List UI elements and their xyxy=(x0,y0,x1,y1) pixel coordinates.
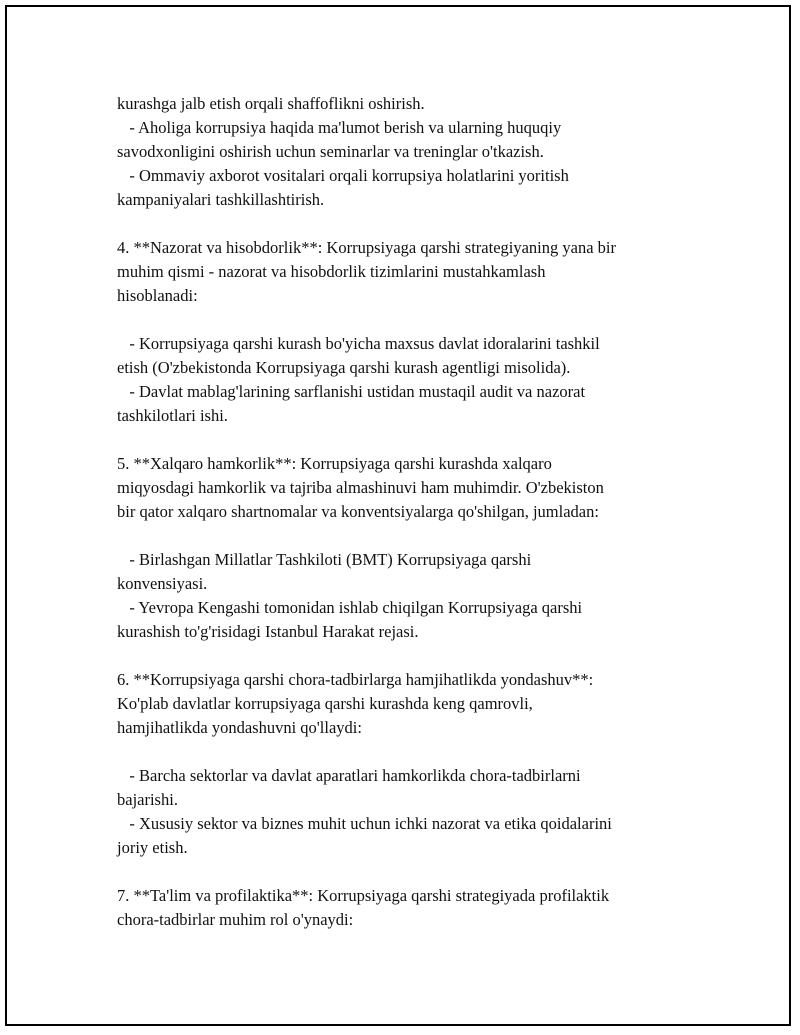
paragraph-gap xyxy=(117,428,687,452)
text-line: - Korrupsiyaga qarshi kurash bo'yicha maxsus davlat idoralarini tashkil xyxy=(117,334,600,353)
text-line: konvensiyasi. xyxy=(117,574,208,593)
document-body xyxy=(117,92,687,932)
paragraph-gap xyxy=(117,860,687,884)
paragraph xyxy=(117,236,687,308)
text-line: - Ommaviy axborot vositalari orqali korrupsiya holatlarini yoritish xyxy=(117,166,569,185)
text-line: - Birlashgan Millatlar Tashkiloti (BMT) Korrupsiyaga qarshi xyxy=(117,550,532,569)
text-line: - Aholiga korrupsiya haqida ma'lumot berish va ularning huquqiy xyxy=(117,118,562,137)
text-line: etish (O'zbekistonda Korrupsiyaga qarshi kurash agentligi misolida). xyxy=(117,358,571,377)
text-line: hisoblanadi: xyxy=(117,286,198,305)
text-line: - Barcha sektorlar va davlat aparatlari hamkorlikda chora-tadbirlarni xyxy=(117,766,581,785)
paragraph xyxy=(117,332,687,428)
text-line: kurashga jalb etish orqali shaffoflikni oshirish. xyxy=(117,94,425,113)
paragraph-gap xyxy=(117,212,687,236)
paragraph xyxy=(117,452,687,524)
text-line: 4. **Nazorat va hisobdorlik**: Korrupsiyaga qarshi strategiyaning yana bir xyxy=(117,238,616,257)
paragraph xyxy=(117,764,687,860)
text-line: joriy etish. xyxy=(117,838,188,857)
text-line: savodxonligini oshirish uchun seminarlar va treninglar o'tkazish. xyxy=(117,142,544,161)
paragraph-gap xyxy=(117,524,687,548)
text-line: - Yevropa Kengashi tomonidan ishlab chiqilgan Korrupsiyaga qarshi xyxy=(117,598,583,617)
paragraph xyxy=(117,548,687,644)
text-line: 6. **Korrupsiyaga qarshi chora-tadbirlarga hamjihatlikda yondashuv**: xyxy=(117,670,594,689)
text-line: kampaniyalari tashkillashtirish. xyxy=(117,190,325,209)
text-line: - Xususiy sektor va biznes muhit uchun ichki nazorat va etika qoidalarini xyxy=(117,814,612,833)
text-line: hamjihatlikda yondashuvni qo'llaydi: xyxy=(117,718,362,737)
text-line: Ko'plab davlatlar korrupsiyaga qarshi kurashda keng qamrovli, xyxy=(117,694,533,713)
paragraph-gap xyxy=(117,308,687,332)
paragraph xyxy=(117,668,687,740)
text-line: - Davlat mablag'larining sarflanishi ustidan mustaqil audit va nazorat xyxy=(117,382,586,401)
paragraph xyxy=(117,92,687,212)
text-line: kurashish to'g'risidagi Istanbul Harakat rejasi. xyxy=(117,622,419,641)
text-line: tashkilotlari ishi. xyxy=(117,406,228,425)
paragraph-gap xyxy=(117,644,687,668)
text-line: chora-tadbirlar muhim rol o'ynaydi: xyxy=(117,910,354,929)
text-line: bir qator xalqaro shartnomalar va konventsiyalarga qo'shilgan, jumladan: xyxy=(117,502,599,521)
text-line: bajarishi. xyxy=(117,790,178,809)
text-line: 5. **Xalqaro hamkorlik**: Korrupsiyaga qarshi kurashda xalqaro xyxy=(117,454,552,473)
text-line: 7. **Ta'lim va profilaktika**: Korrupsiyaga qarshi strategiyada profilaktik xyxy=(117,886,610,905)
paragraph-gap xyxy=(117,740,687,764)
paragraph xyxy=(117,884,687,932)
text-line: miqyosdagi hamkorlik va tajriba almashinuvi ham muhimdir. O'zbekiston xyxy=(117,478,604,497)
text-line: muhim qismi - nazorat va hisobdorlik tizimlarini mustahkamlash xyxy=(117,262,546,281)
